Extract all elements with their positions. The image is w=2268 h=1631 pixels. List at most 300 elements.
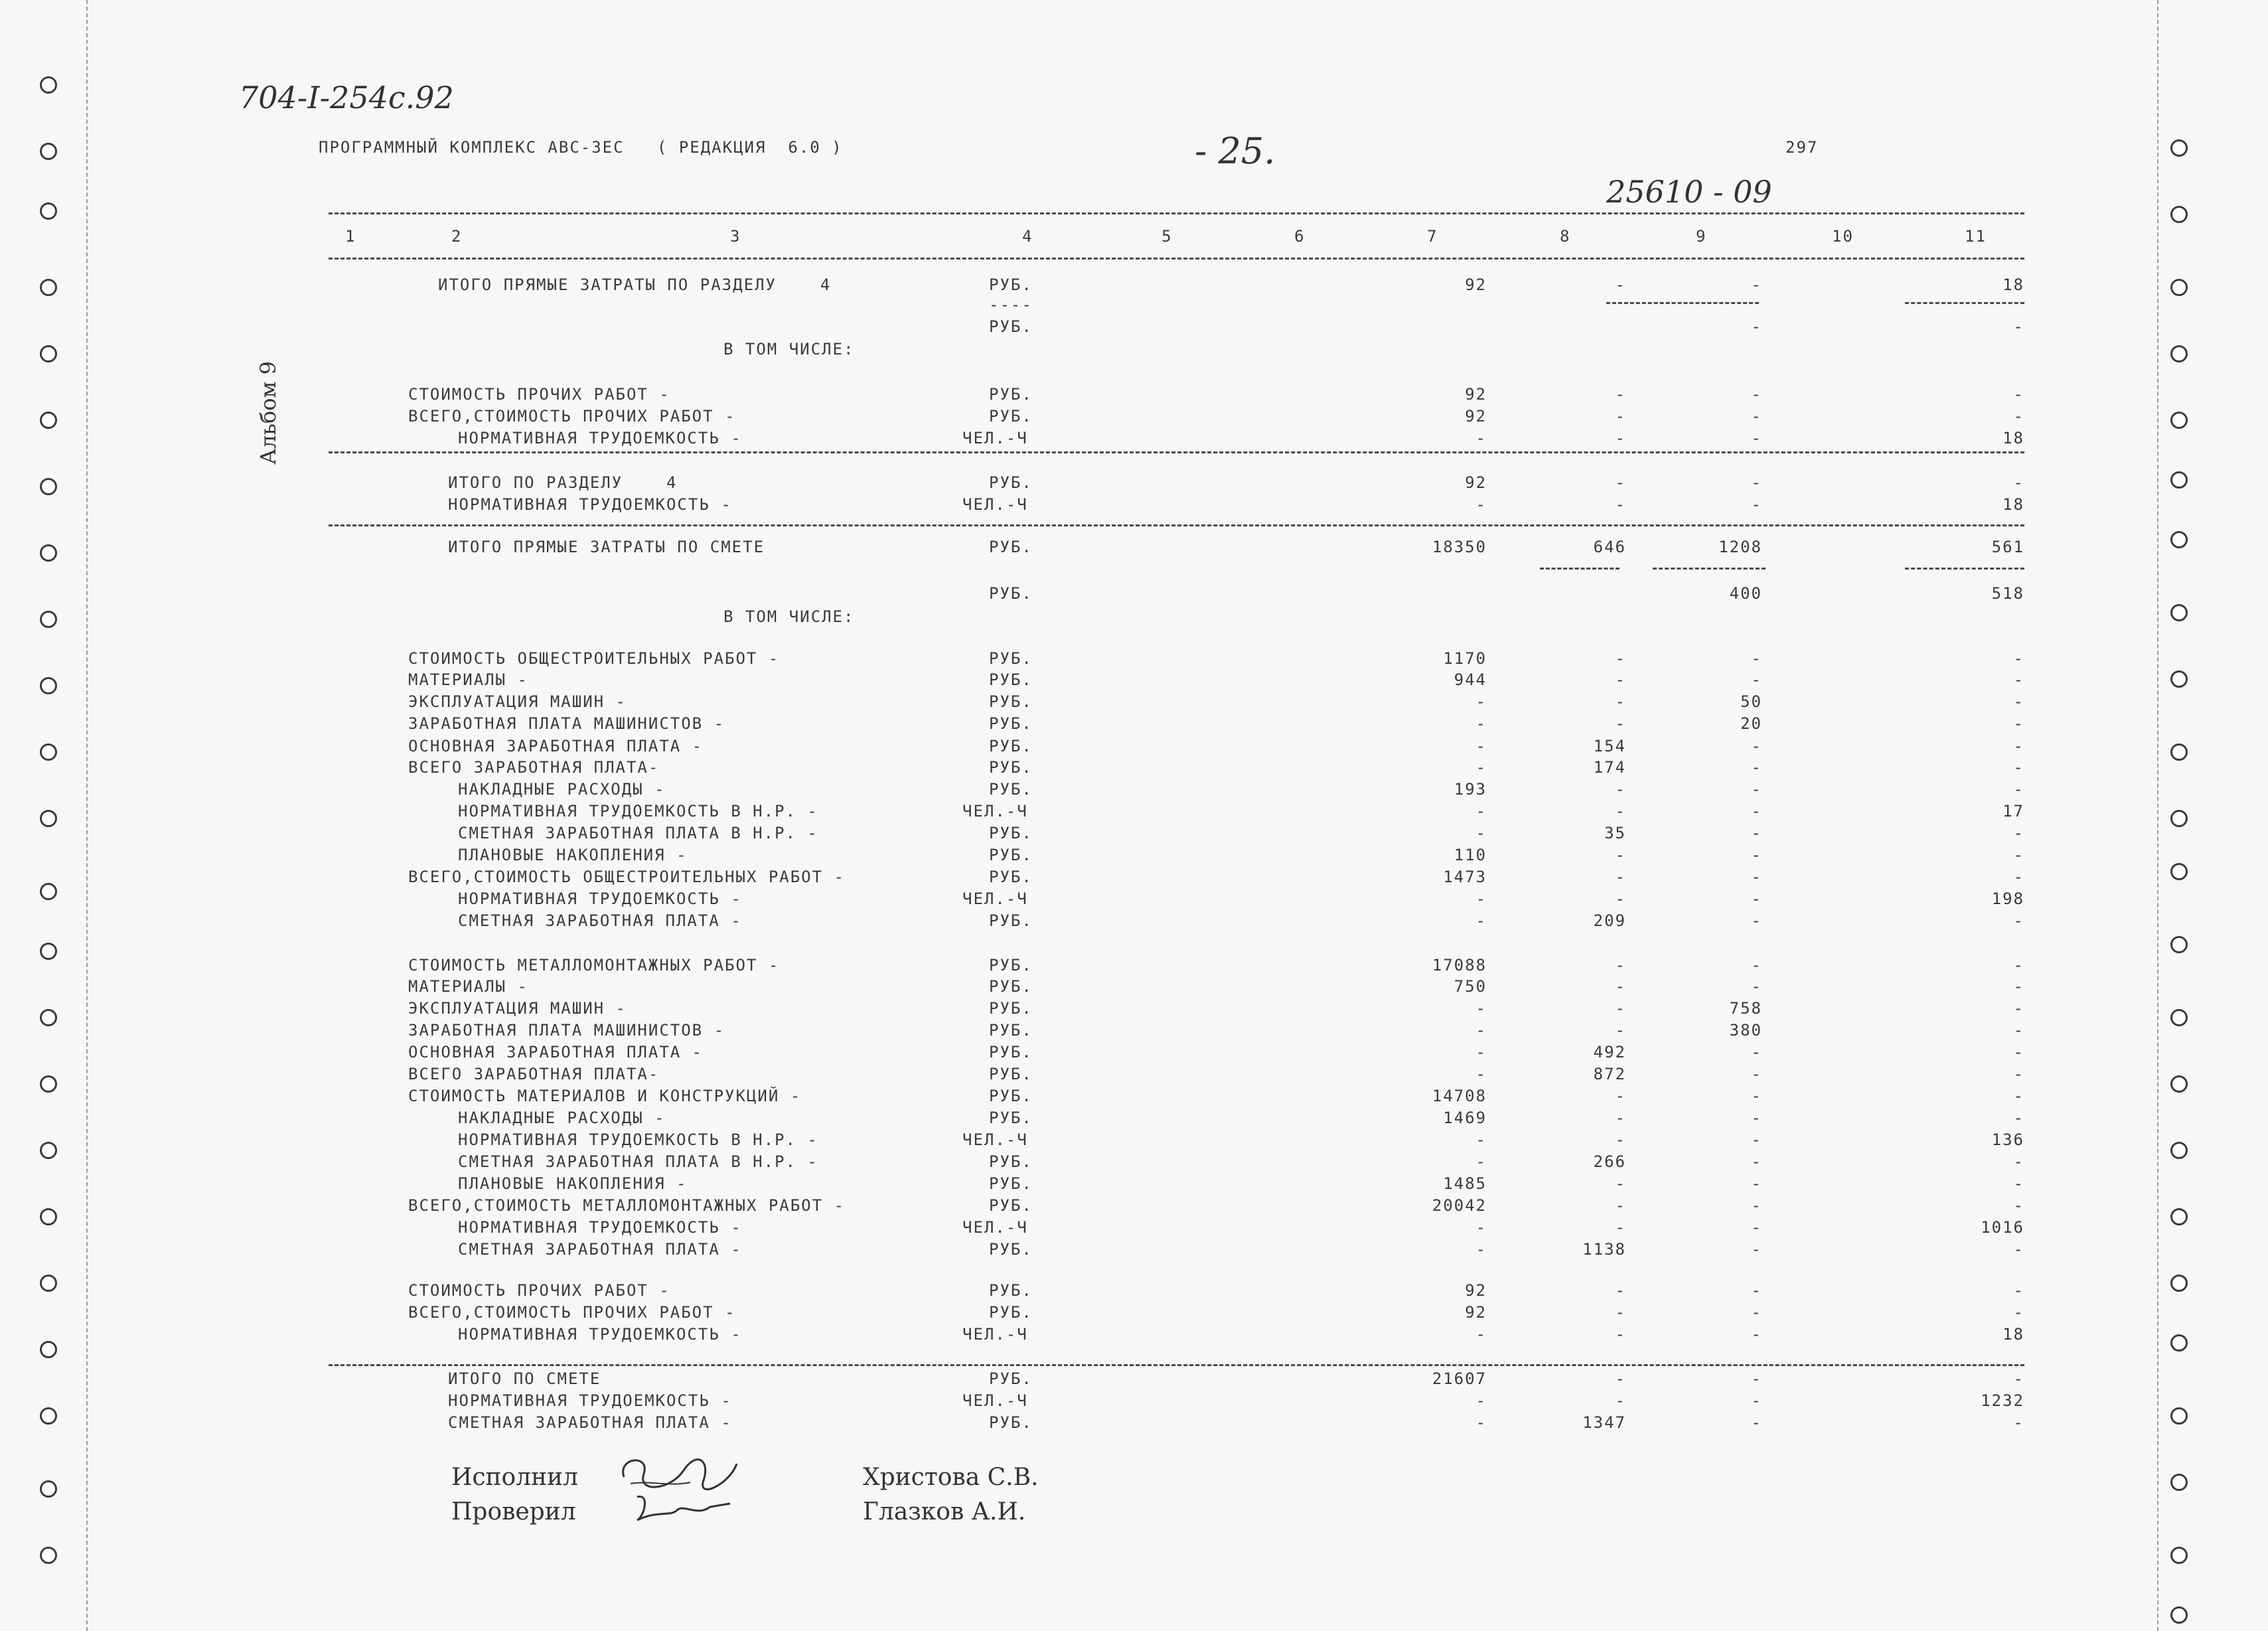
cost-column-11: 18 <box>2003 429 2024 447</box>
row-unit: РУБ. <box>989 780 1033 799</box>
cost-column-9: - <box>1751 649 1762 668</box>
cost-column-9: 380 <box>1729 1021 1762 1040</box>
row-label: НОРМАТИВНАЯ ТРУДОЕМКОСТЬ - <box>458 1325 742 1344</box>
cost-column-9: - <box>1751 1065 1762 1083</box>
row-label: НОРМАТИВНАЯ ТРУДОЕМКОСТЬ - <box>458 1218 742 1237</box>
tractor-hole <box>2170 670 2188 688</box>
cost-column-8: - <box>1615 1391 1626 1410</box>
tractor-hole <box>2170 810 2188 827</box>
row-label: ЭКСПЛУАТАЦИЯ МАШИН - <box>408 692 627 711</box>
row-unit: РУБ. <box>989 1087 1033 1105</box>
checked-name: Глазков А.И. <box>863 1498 1026 1525</box>
tractor-hole <box>2170 1334 2188 1352</box>
program-header: ПРОГРАММНЫЙ КОМПЛЕКС АВС-3ЕС ( РЕДАКЦИЯ 6.0 ) <box>319 138 843 157</box>
cost-column-7: - <box>1475 890 1487 908</box>
table-row <box>0 429 2058 450</box>
header-top-rule <box>329 212 2024 214</box>
cost-column-8: - <box>1615 714 1626 733</box>
cost-column-8: 209 <box>1593 911 1626 930</box>
row-unit: РУБ. <box>989 846 1033 864</box>
cost-column-7: 92 <box>1465 385 1487 404</box>
cost-column-9: 20 <box>1740 714 1762 733</box>
tractor-hole <box>2170 1407 2188 1425</box>
tractor-hole <box>2170 1009 2188 1026</box>
table-row <box>0 714 2058 736</box>
cost-column-8: 1138 <box>1582 1240 1626 1259</box>
tractor-hole <box>40 1547 57 1564</box>
cost-column-7: - <box>1475 999 1487 1018</box>
table-row <box>0 1152 2058 1174</box>
cost-column-9: - <box>1751 758 1762 777</box>
cost-column-7: 92 <box>1465 1281 1487 1300</box>
cost-column-11: - <box>2013 1240 2024 1259</box>
row-unit: РУБ. <box>989 977 1033 996</box>
cost-column-9: 1208 <box>1718 538 1762 556</box>
row-label: ЗАРАБОТНАЯ ПЛАТА МАШИНИСТОВ - <box>408 714 725 733</box>
row-label: В ТОМ ЧИСЛЕ: <box>723 607 855 626</box>
tractor-hole <box>2170 1075 2188 1093</box>
cost-column-8: - <box>1615 890 1626 908</box>
cost-column-7: - <box>1475 1152 1487 1171</box>
cost-column-11: - <box>2013 758 2024 777</box>
cost-column-8: 646 <box>1593 538 1626 556</box>
row-unit: РУБ. <box>989 385 1033 404</box>
cost-column-8: - <box>1615 780 1626 799</box>
column-number: 10 <box>1832 227 1854 246</box>
column-number: 7 <box>1427 227 1438 246</box>
subtotal-underline <box>1653 568 1766 570</box>
cost-column-7: 1170 <box>1443 649 1487 668</box>
cost-column-8: - <box>1615 1196 1626 1215</box>
cost-column-11: 198 <box>1991 890 2024 908</box>
cost-column-9: - <box>1751 868 1762 886</box>
page-index: 297 <box>1785 138 1819 157</box>
table-row <box>0 1240 2058 1261</box>
cost-column-9: - <box>1751 429 1762 447</box>
table-row <box>0 649 2058 670</box>
table-row <box>0 1391 2058 1413</box>
cost-column-9: - <box>1751 1196 1762 1215</box>
cost-column-7: - <box>1475 1325 1487 1344</box>
cost-column-11: - <box>2013 473 2024 492</box>
row-label: ОСНОВНАЯ ЗАРАБОТНАЯ ПЛАТА - <box>408 1043 704 1061</box>
cost-column-8: 492 <box>1593 1043 1626 1061</box>
album-label: Альбом 9 <box>256 361 281 465</box>
cost-column-7: 750 <box>1454 977 1487 996</box>
table-row <box>0 1369 2058 1391</box>
table-row <box>0 317 2058 339</box>
row-label: НОРМАТИВНАЯ ТРУДОЕМКОСТЬ В Н.Р. - <box>458 802 818 820</box>
cost-column-7: - <box>1475 1065 1487 1083</box>
cost-column-7: - <box>1475 737 1487 755</box>
row-label: ПЛАНОВЫЕ НАКОПЛЕНИЯ - <box>458 846 688 864</box>
cost-column-7: 1485 <box>1443 1174 1487 1193</box>
table-row <box>0 890 2058 911</box>
table-row <box>0 1109 2058 1130</box>
cost-column-8: 174 <box>1593 758 1626 777</box>
cost-column-8: - <box>1615 1303 1626 1322</box>
cost-column-8: - <box>1615 1087 1626 1105</box>
table-row <box>0 670 2058 692</box>
cost-column-11: 18 <box>2003 1325 2024 1344</box>
row-label: СМЕТНАЯ ЗАРАБОТНАЯ ПЛАТА - <box>458 911 742 930</box>
cost-column-11: - <box>2013 692 2024 711</box>
subtotal-underline <box>1905 302 2024 304</box>
table-row <box>0 737 2058 758</box>
table-row <box>0 1325 2058 1346</box>
table-row <box>0 538 2058 559</box>
cost-column-7: 92 <box>1465 473 1487 492</box>
table-row <box>0 275 2058 297</box>
cost-column-9: - <box>1751 824 1762 842</box>
row-label: НАКЛАДНЫЕ РАСХОДЫ - <box>458 1109 666 1127</box>
cost-column-7: - <box>1475 1130 1487 1149</box>
row-unit: ЧЕЛ.-Ч <box>962 495 1028 514</box>
cost-column-7: 20042 <box>1432 1196 1487 1215</box>
row-unit: РУБ. <box>989 407 1033 426</box>
row-label: ВСЕГО,СТОИМОСТЬ ПРОЧИХ РАБОТ - <box>408 1303 736 1322</box>
tractor-hole <box>40 1480 57 1498</box>
row-unit: РУБ. <box>989 758 1033 777</box>
cost-column-9: - <box>1751 670 1762 689</box>
tractor-hole <box>40 202 57 220</box>
row-unit: РУБ. <box>989 1065 1033 1083</box>
cost-column-8: - <box>1615 495 1626 514</box>
row-unit: РУБ. <box>989 714 1033 733</box>
column-number: 8 <box>1560 227 1571 246</box>
cost-column-7: 17088 <box>1432 956 1487 974</box>
subtotal-underline <box>1606 302 1759 304</box>
row-unit: РУБ. <box>989 275 1033 294</box>
row-label: ОСНОВНАЯ ЗАРАБОТНАЯ ПЛАТА - <box>408 737 704 755</box>
tractor-hole <box>2170 206 2188 223</box>
table-row <box>0 407 2058 428</box>
cost-column-8: - <box>1615 1174 1626 1193</box>
cost-column-11: - <box>2013 1196 2024 1215</box>
row-label: СМЕТНАЯ ЗАРАБОТНАЯ ПЛАТА - <box>458 1240 742 1259</box>
cost-column-9: - <box>1751 1369 1762 1388</box>
cost-column-9: - <box>1751 977 1762 996</box>
cost-column-8: - <box>1615 429 1626 447</box>
tractor-hole <box>2170 1275 2188 1292</box>
row-label: СТОИМОСТЬ МЕТАЛЛОМОНТАЖНЫХ РАБОТ - <box>408 956 780 974</box>
cost-column-8: - <box>1615 1218 1626 1237</box>
cost-column-11: - <box>2013 1065 2024 1083</box>
subtotal-underline <box>1905 568 2024 570</box>
cost-column-11: - <box>2013 649 2024 668</box>
column-number: 1 <box>345 227 356 246</box>
row-unit: РУБ. <box>989 737 1033 755</box>
table-row <box>0 999 2058 1020</box>
cost-column-11: - <box>2013 1152 2024 1171</box>
cost-column-11: - <box>2013 737 2024 755</box>
table-row <box>0 911 2058 933</box>
table-row <box>0 1174 2058 1196</box>
tractor-hole <box>2170 345 2188 362</box>
cost-column-11: - <box>2013 317 2024 336</box>
row-unit: РУБ. <box>989 1109 1033 1127</box>
table-row <box>0 473 2058 495</box>
cost-column-8: - <box>1615 999 1626 1018</box>
row-label: ВСЕГО ЗАРАБОТНАЯ ПЛАТА- <box>408 1065 660 1083</box>
cost-column-8: - <box>1615 1021 1626 1040</box>
checked-label: Проверил <box>451 1498 576 1525</box>
cost-column-11: - <box>2013 1281 2024 1300</box>
cost-column-9: - <box>1751 473 1762 492</box>
cost-column-11: - <box>2013 780 2024 799</box>
row-label: НОРМАТИВНАЯ ТРУДОЕМКОСТЬ В Н.Р. - <box>458 1130 818 1149</box>
executed-name: Христова С.В. <box>863 1464 1039 1491</box>
tractor-hole <box>2170 1547 2188 1564</box>
cost-column-8: - <box>1615 473 1626 492</box>
table-row <box>0 495 2058 516</box>
cost-column-8: - <box>1615 1281 1626 1300</box>
row-unit: РУБ. <box>989 1043 1033 1061</box>
right-perforation-line <box>2157 0 2158 1631</box>
cost-column-11: 18 <box>2003 275 2024 294</box>
row-unit: РУБ. <box>989 911 1033 930</box>
column-number: 6 <box>1294 227 1306 246</box>
row-label: ИТОГО ПО РАЗДЕЛУ 4 <box>448 473 678 492</box>
cost-column-11: 18 <box>2003 495 2024 514</box>
cost-column-11: - <box>2013 1413 2024 1432</box>
cost-column-7: - <box>1475 1391 1487 1410</box>
cost-column-8: - <box>1615 802 1626 820</box>
cost-column-9: - <box>1751 385 1762 404</box>
cost-column-9: - <box>1751 956 1762 974</box>
cost-column-8: - <box>1615 1130 1626 1149</box>
table-row <box>0 1087 2058 1108</box>
section-separator <box>329 451 2024 453</box>
row-label: НОРМАТИВНАЯ ТРУДОЕМКОСТЬ - <box>448 1391 732 1410</box>
cost-column-7: - <box>1475 1021 1487 1040</box>
cost-column-9: - <box>1751 1281 1762 1300</box>
row-label: СТОИМОСТЬ МАТЕРИАЛОВ И КОНСТРУКЦИЙ - <box>408 1087 802 1105</box>
table-row <box>0 340 2058 361</box>
row-unit: РУБ. <box>989 956 1033 974</box>
tractor-hole <box>40 143 57 160</box>
row-unit: РУБ. <box>989 1240 1033 1259</box>
cost-column-9: - <box>1751 1174 1762 1193</box>
right-tractor-holes <box>2170 0 2210 1631</box>
cost-column-11: 17 <box>2003 802 2024 820</box>
tractor-hole <box>2170 1142 2188 1159</box>
table-row <box>0 1281 2058 1302</box>
row-label: ИТОГО ПРЯМЫЕ ЗАТРАТЫ ПО СМЕТЕ <box>448 538 765 556</box>
table-row <box>0 1218 2058 1239</box>
cost-column-9: - <box>1751 1087 1762 1105</box>
table-row <box>0 584 2058 605</box>
column-number: 2 <box>451 227 463 246</box>
cost-column-7: 1469 <box>1443 1109 1487 1127</box>
row-unit: РУБ. <box>989 999 1033 1018</box>
tractor-hole <box>2170 743 2188 761</box>
cost-column-7: - <box>1475 495 1487 514</box>
row-unit: РУБ. <box>989 317 1033 336</box>
table-row <box>0 868 2058 889</box>
cost-column-8: - <box>1615 977 1626 996</box>
cost-column-7: 193 <box>1454 780 1487 799</box>
row-label: ИТОГО ПО СМЕТЕ <box>448 1369 601 1388</box>
cost-column-9: - <box>1751 407 1762 426</box>
cost-column-8: - <box>1615 868 1626 886</box>
row-unit: ЧЕЛ.-Ч <box>962 890 1028 908</box>
row-unit: РУБ. <box>989 824 1033 842</box>
row-label: СТОИМОСТЬ ПРОЧИХ РАБОТ - <box>408 1281 670 1300</box>
cost-column-9: - <box>1751 1303 1762 1322</box>
cost-column-7: - <box>1475 824 1487 842</box>
table-row <box>0 758 2058 779</box>
cost-column-7: - <box>1475 802 1487 820</box>
table-row <box>0 1021 2058 1042</box>
cost-column-11: - <box>2013 846 2024 864</box>
sheet-code: 25610 - 09 <box>1606 174 1772 210</box>
cost-column-8: - <box>1615 385 1626 404</box>
cost-column-8: 35 <box>1604 824 1626 842</box>
cost-column-7: 14708 <box>1432 1087 1487 1105</box>
cost-column-11: 1016 <box>1981 1218 2024 1237</box>
cost-column-7: 944 <box>1454 670 1487 689</box>
cost-column-11: - <box>2013 385 2024 404</box>
cost-column-9: - <box>1751 737 1762 755</box>
tractor-hole <box>40 76 57 94</box>
row-unit: РУБ. <box>989 868 1033 886</box>
column-number: 9 <box>1696 227 1707 246</box>
cost-column-8: - <box>1615 1109 1626 1127</box>
cost-column-11: - <box>2013 1109 2024 1127</box>
cost-column-9: - <box>1751 1218 1762 1237</box>
cost-column-8: 872 <box>1593 1065 1626 1083</box>
cost-column-8: 266 <box>1593 1152 1626 1171</box>
cost-column-11: - <box>2013 1369 2024 1388</box>
row-unit: ---- <box>989 295 1033 314</box>
row-unit: ЧЕЛ.-Ч <box>962 1130 1028 1149</box>
row-unit: ЧЕЛ.-Ч <box>962 429 1028 447</box>
cost-column-8: 1347 <box>1582 1413 1626 1432</box>
cost-column-9: - <box>1751 1109 1762 1127</box>
row-label: ПЛАНОВЫЕ НАКОПЛЕНИЯ - <box>458 1174 688 1193</box>
cost-column-8: - <box>1615 1369 1626 1388</box>
table-row <box>0 977 2058 998</box>
document-code: 704-I-254c.92 <box>239 80 454 116</box>
row-label: СМЕТНАЯ ЗАРАБОТНАЯ ПЛАТА В Н.Р. - <box>458 824 818 842</box>
row-label: ЭКСПЛУАТАЦИЯ МАШИН - <box>408 999 627 1018</box>
row-label: ВСЕГО,СТОИМОСТЬ ОБЩЕСТРОИТЕЛЬНЫХ РАБОТ - <box>408 868 845 886</box>
cost-column-7: 1473 <box>1443 868 1487 886</box>
row-unit: РУБ. <box>989 538 1033 556</box>
row-label: СМЕТНАЯ ЗАРАБОТНАЯ ПЛАТА В Н.Р. - <box>458 1152 818 1171</box>
row-label: НОРМАТИВНАЯ ТРУДОЕМКОСТЬ - <box>458 429 742 447</box>
column-number: 3 <box>730 227 741 246</box>
cost-column-11: 1232 <box>1981 1391 2024 1410</box>
row-label: СМЕТНАЯ ЗАРАБОТНАЯ ПЛАТА - <box>448 1413 732 1432</box>
cost-column-11: - <box>2013 1174 2024 1193</box>
table-row <box>0 1130 2058 1152</box>
cost-column-9: 50 <box>1740 692 1762 711</box>
checked-signature-mark <box>624 1490 737 1530</box>
tractor-hole <box>2170 604 2188 621</box>
table-row <box>0 295 2058 317</box>
row-label: НОРМАТИВНАЯ ТРУДОЕМКОСТЬ - <box>458 890 742 908</box>
cost-column-8: 154 <box>1593 737 1626 755</box>
cost-column-7: 18350 <box>1432 538 1487 556</box>
cost-column-9: - <box>1751 495 1762 514</box>
cost-column-7: - <box>1475 911 1487 930</box>
cost-column-9: - <box>1751 1130 1762 1149</box>
cost-column-11: - <box>2013 670 2024 689</box>
cost-column-11: - <box>2013 911 2024 930</box>
cost-column-11: 561 <box>1991 538 2024 556</box>
row-unit: ЧЕЛ.-Ч <box>962 1325 1028 1344</box>
cost-column-11: - <box>2013 1043 2024 1061</box>
row-label: ВСЕГО,СТОИМОСТЬ МЕТАЛЛОМОНТАЖНЫХ РАБОТ - <box>408 1196 845 1215</box>
cost-column-11: - <box>2013 824 2024 842</box>
table-row <box>0 1065 2058 1086</box>
column-number: 4 <box>1022 227 1033 246</box>
cost-column-9: - <box>1751 1152 1762 1171</box>
table-row <box>0 1413 2058 1435</box>
row-label: МАТЕРИАЛЫ - <box>408 670 528 689</box>
tractor-hole <box>2170 139 2188 157</box>
column-number: 11 <box>1965 227 1987 246</box>
row-label: СТОИМОСТЬ ПРОЧИХ РАБОТ - <box>408 385 670 404</box>
table-row <box>0 607 2058 629</box>
tractor-hole <box>2170 1208 2188 1225</box>
table-row <box>0 824 2058 845</box>
row-unit: РУБ. <box>989 1281 1033 1300</box>
row-label: ЗАРАБОТНАЯ ПЛАТА МАШИНИСТОВ - <box>408 1021 725 1040</box>
row-label: НАКЛАДНЫЕ РАСХОДЫ - <box>458 780 666 799</box>
cost-column-9: - <box>1751 1240 1762 1259</box>
cost-column-9: - <box>1751 780 1762 799</box>
row-unit: РУБ. <box>989 1196 1033 1215</box>
cost-column-11: - <box>2013 1303 2024 1322</box>
table-row <box>0 802 2058 823</box>
cost-column-9: - <box>1751 1413 1762 1432</box>
row-unit: РУБ. <box>989 692 1033 711</box>
cost-column-7: - <box>1475 1413 1487 1432</box>
cost-column-11: - <box>2013 1087 2024 1105</box>
row-unit: РУБ. <box>989 1152 1033 1171</box>
row-label: МАТЕРИАЛЫ - <box>408 977 528 996</box>
cost-column-8: - <box>1615 846 1626 864</box>
cost-column-7: 92 <box>1465 407 1487 426</box>
cost-column-9: 400 <box>1729 584 1762 603</box>
cost-column-7: - <box>1475 429 1487 447</box>
row-label: ИТОГО ПРЯМЫЕ ЗАТРАТЫ ПО РАЗДЕЛУ 4 <box>438 275 832 294</box>
cost-column-8: - <box>1615 1325 1626 1344</box>
cost-column-7: - <box>1475 692 1487 711</box>
cost-column-7: - <box>1475 758 1487 777</box>
cost-column-11: - <box>2013 407 2024 426</box>
cost-column-9: - <box>1751 911 1762 930</box>
table-row <box>0 956 2058 977</box>
table-row <box>0 1196 2058 1217</box>
column-number: 5 <box>1162 227 1173 246</box>
cost-column-9: - <box>1751 275 1762 294</box>
cost-column-7: 110 <box>1454 846 1487 864</box>
cost-column-9: - <box>1751 1325 1762 1344</box>
table-row <box>0 385 2058 406</box>
row-unit: ЧЕЛ.-Ч <box>962 1391 1028 1410</box>
cost-column-9: - <box>1751 890 1762 908</box>
cost-column-9: 758 <box>1729 999 1762 1018</box>
cost-column-7: 92 <box>1465 1303 1487 1322</box>
cost-column-7: - <box>1475 714 1487 733</box>
tractor-hole <box>2170 279 2188 296</box>
cost-column-11: - <box>2013 956 2024 974</box>
tractor-hole <box>2170 531 2188 548</box>
